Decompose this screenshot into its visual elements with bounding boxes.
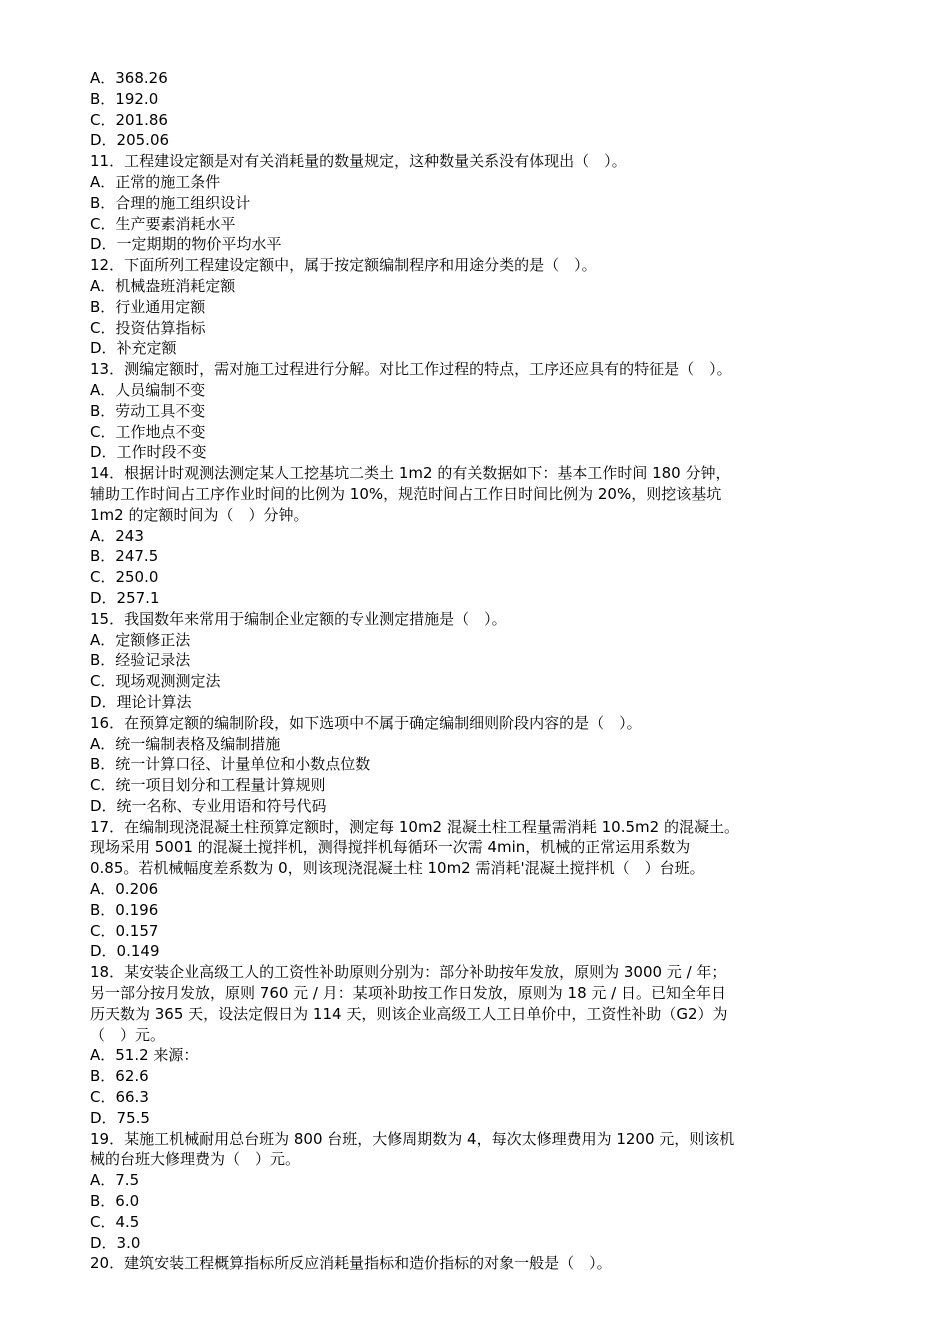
text-line: C．250.0 [90, 568, 159, 587]
question-text: 14．根据计时观测法测定某人工挖基坑二类土 1m2 的有关数据如下：基本工作时间 180 分钟， [90, 464, 731, 483]
question-text: 15．我国数年来常用于编制企业定额的专业测定措施是（ ）。 [90, 609, 507, 628]
text-line: B．192.0 [90, 89, 159, 108]
text-line: C．4.5 [90, 1212, 140, 1231]
question-text: 12．下面所列工程建设定额中，属于按定额编制程序和用途分类的是（ ）。 [90, 256, 597, 275]
text-line: D．一定期期的物价平均水平 [90, 235, 282, 254]
text-line: C．投资估算指标 [90, 318, 206, 337]
text-line: C．201.86 [90, 110, 168, 129]
question-text: （ ）元。 [90, 1025, 166, 1044]
text-line: A．机械盎班消耗定额 [90, 276, 236, 295]
text-line: B．劳动工具不变 [90, 401, 206, 420]
text-line: C．生产要素消耗水平 [90, 214, 236, 233]
text-line: B．经验记录法 [90, 651, 191, 670]
text-line: D．统一名称、专业用语和符号代码 [90, 796, 327, 815]
text-line: A．定额修正法 [90, 630, 191, 649]
text-line: B．0.196 [90, 900, 159, 919]
text-line: A．7.5 [90, 1171, 140, 1190]
text-line: B．6.0 [90, 1192, 140, 1211]
text-line: C．66.3 [90, 1088, 149, 1107]
text-line: A．0.206 [90, 880, 159, 899]
text-line: A．统一编制表格及编制措施 [90, 734, 281, 753]
question-text: 械的台班大修理费为（ ）元。 [90, 1150, 301, 1169]
question-text: 13．测编定额时，需对施工过程进行分解。对比工作过程的特点，工序还应具有的特征是（ ）。 [90, 360, 732, 379]
text-line: B．62.6 [90, 1067, 149, 1086]
text-line: B．247.5 [90, 547, 159, 566]
question-text: 18．某安装企业高级工人的工资性补助原则分别为：部分补助按年发放，原则为 3000 元 / 年； [90, 963, 727, 982]
text-line: D．补充定额 [90, 339, 177, 358]
question-text: 0.85。若机械幅度差系数为 0，则该现浇混凝土柱 10m2 需消耗'混凝土搅拌机（ ）台班。 [90, 859, 705, 878]
text-line: C．现场观测测定法 [90, 672, 221, 691]
text-line: A．51.2 来源： [90, 1046, 199, 1065]
text-line: A．人员编制不变 [90, 380, 206, 399]
question-text: 辅助工作时间占工序作业时间的比例为 10%，规范时间占工作日时间比例为 20%，则挖该基坑 [90, 484, 722, 503]
text-line: D．205.06 [90, 131, 170, 150]
question-text: 11．工程建设定额是对有关消耗量的数量规定，这种数量关系没有体现出（ ）。 [90, 152, 627, 171]
text-line: A．正常的施工条件 [90, 172, 221, 191]
text-line: D．0.149 [90, 942, 160, 961]
text-line: A．368.26 [90, 69, 168, 87]
question-text: 19．某施工机械耐用总台班为 800 台班，大修周期数为 4，每次太修理费用为 1200 元，则该机 [90, 1129, 735, 1148]
text-line: C．统一项目划分和工程量计算规则 [90, 776, 326, 795]
text-line: B．统一计算口径、计量单位和小数点位数 [90, 755, 371, 774]
question-list [90, 68, 830, 1274]
question-text: 20．建筑安装工程概算指标所反应消耗量指标和造价指标的对象一般是（ ）。 [90, 1254, 612, 1273]
question-text: 另一部分按月发放，原则 760 元 / 月：某项补助按工作日发放，原则为 18 元 / 日。已知全年日 [90, 984, 726, 1003]
text-line: D．工作时段不变 [90, 443, 207, 462]
text-line: C．工作地点不变 [90, 422, 206, 441]
text-line: C．0.157 [90, 921, 159, 940]
text-line: D．理论计算法 [90, 692, 192, 711]
question-text: 现场采用 5001 的混凝土搅拌机，测得搅拌机每循环一次需 4min，机械的正常运用系数为 [90, 838, 691, 857]
question-text: 1m2 的定额时间为（ ）分钟。 [90, 505, 309, 524]
text-line: B．行业通用定额 [90, 297, 206, 316]
question-text: 16．在预算定额的编制阶段，如下选项中不属于确定编制细则阶段内容的是（ ）。 [90, 713, 642, 732]
text-line: D．75.5 [90, 1108, 150, 1127]
text-line: A．243 [90, 526, 144, 545]
text-line: B．合理的施工组织设计 [90, 193, 251, 212]
text-line: D．257.1 [90, 588, 160, 607]
question-text: 17．在编制现浇混凝土柱预算定额时，测定每 10m2 混凝土柱工程量需消耗 10.5m2 的混凝土。 [90, 817, 739, 836]
question-text: 历天数为 365 天，设法定假日为 114 天，则该企业高级工人工日单价中，工资性补助（G2）为 [90, 1004, 728, 1023]
text-line: D．3.0 [90, 1233, 141, 1252]
